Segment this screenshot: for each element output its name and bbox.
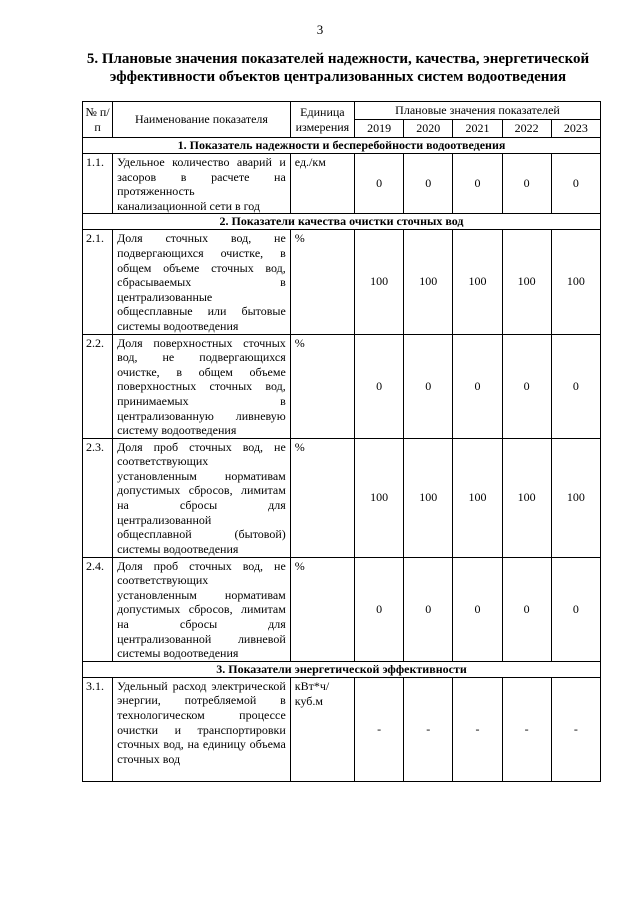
header-year: 2019 (355, 120, 404, 138)
row-unit: кВт*ч/ куб.м (290, 677, 354, 781)
row-name: Удельное количество аварий и засоров в расчете на протяженность канализационной сети в год (113, 154, 291, 214)
row-value: - (355, 677, 404, 781)
row-value: 0 (404, 557, 453, 661)
row-value: 100 (551, 230, 600, 334)
title-line-2: эффективности объектов централизованных систем водоотведения (109, 69, 567, 85)
header-year: 2022 (502, 120, 551, 138)
row-value: 100 (355, 438, 404, 557)
section-title: 3. Показатели энергетической эффективности (83, 661, 601, 677)
row-value: 0 (551, 334, 600, 438)
row-value: 100 (453, 438, 502, 557)
row-value: 0 (502, 557, 551, 661)
row-value: 100 (355, 230, 404, 334)
row-name: Доля сточных вод, не подвергающихся очистке, в общем объеме сточных вод, сбрасываемых в централизованные общесплавные или бытовые системы водоотведения (113, 230, 291, 334)
row-value: 0 (355, 154, 404, 214)
row-value: 100 (453, 230, 502, 334)
row-name: Доля поверхностных сточных вод, не подвергающихся очистке, в общем объеме поверхностных сточных вод, принимаемых в централизованную ливневую систему водоотведения (113, 334, 291, 438)
row-unit: % (290, 334, 354, 438)
section-header (83, 138, 601, 154)
row-value: 0 (404, 154, 453, 214)
header-year: 2021 (453, 120, 502, 138)
row-num: 1.1. (83, 154, 113, 214)
row-name: Доля проб сточных вод, не соответствующих установленным нормативам допустимых сбросов, лимитам на сбросы для централизованной общесплавной (бытовой) системы водоотведения (113, 438, 291, 557)
row-num: 3.1. (83, 677, 113, 781)
row-value: - (502, 677, 551, 781)
row-value: 100 (551, 438, 600, 557)
row-value: 100 (404, 438, 453, 557)
row-num: 2.1. (83, 230, 113, 334)
row-unit: % (290, 230, 354, 334)
header-year: 2020 (404, 120, 453, 138)
row-name: Удельный расход электрической энергии, потребляемой в технологическом процессе очистки и транспортировки сточных вод, на единицу объема сточных вод (113, 677, 291, 781)
section-title: 1. Показатель надежности и бесперебойности водоотведения (83, 138, 601, 154)
title-line-1: 5. Плановые значения показателей надежности, качества, энергетической (86, 51, 590, 67)
row-value: 0 (355, 557, 404, 661)
row-value: 0 (502, 334, 551, 438)
header-year: 2023 (551, 120, 600, 138)
header-name: Наименование показателя (113, 102, 291, 138)
table-row (83, 677, 601, 781)
row-unit: % (290, 438, 354, 557)
row-value: 100 (502, 438, 551, 557)
table-row (83, 154, 601, 214)
row-value: 0 (453, 557, 502, 661)
row-value: 0 (453, 154, 502, 214)
table-row (83, 438, 601, 557)
row-value: 0 (551, 557, 600, 661)
table-row (83, 557, 601, 661)
section-header (83, 214, 601, 230)
header-plan: Плановые значения показателей (355, 102, 601, 120)
row-value: 0 (502, 154, 551, 214)
indicators-table (82, 101, 601, 782)
row-value: 100 (502, 230, 551, 334)
row-value: - (453, 677, 502, 781)
table-row (83, 334, 601, 438)
row-unit: ед./км (290, 154, 354, 214)
row-name: Доля проб сточных вод, не соответствующих установленным нормативам допустимых сбросов, лимитам на сбросы для централизованной ливневой системы водоотведения (113, 557, 291, 661)
row-value: 100 (404, 230, 453, 334)
section-title: 2. Показатели качества очистки сточных вод (83, 214, 601, 230)
row-num: 2.4. (83, 557, 113, 661)
row-num: 2.3. (83, 438, 113, 557)
row-value: 0 (355, 334, 404, 438)
section-header (83, 661, 601, 677)
row-num: 2.2. (83, 334, 113, 438)
row-value: 0 (404, 334, 453, 438)
table-row (83, 230, 601, 334)
row-value: 0 (551, 154, 600, 214)
row-unit: % (290, 557, 354, 661)
row-value: 0 (453, 334, 502, 438)
header-num: № п/п (83, 102, 113, 138)
page-number: 3 (316, 22, 324, 37)
row-value: - (551, 677, 600, 781)
row-value: - (404, 677, 453, 781)
header-unit: Единица измерения (290, 102, 354, 138)
document-title (78, 50, 598, 86)
